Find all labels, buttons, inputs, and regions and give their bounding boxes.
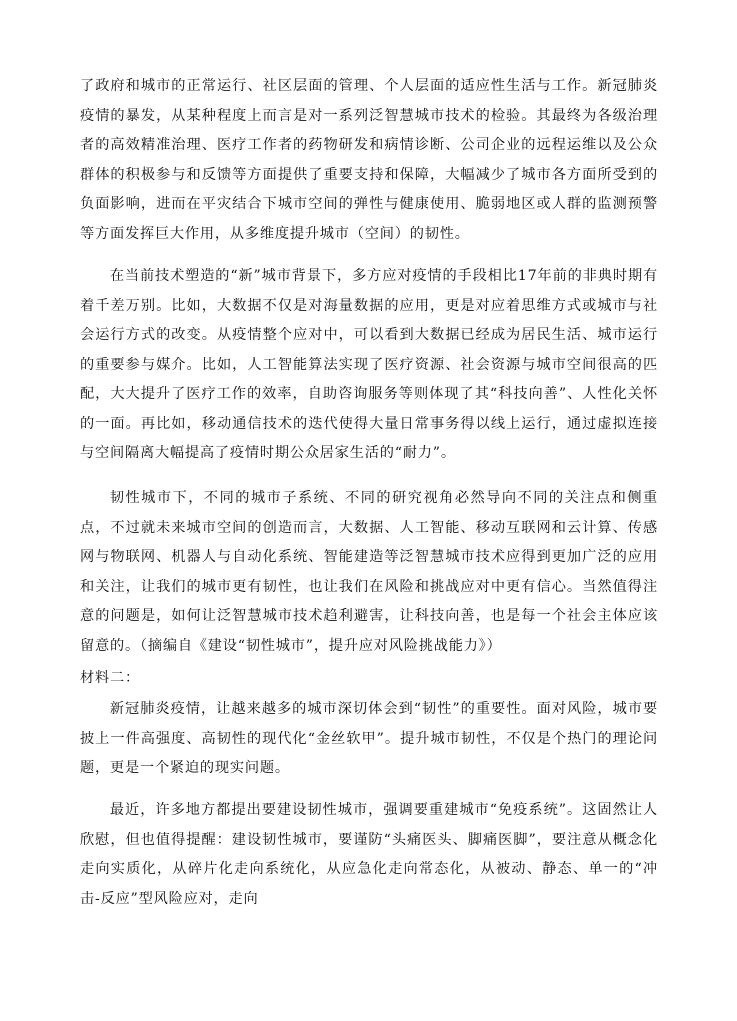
material-2-paragraph-2: 最近，许多地方都提出要建设韧性城市，强调要重建城市“免疫系统”。这固然让人欣慰，但也值得提醒：建设韧性城市，要谨防“头痛医头、脚痛医脚”，要注意从概念化走向实质化，从碎片化走向系统化，从应急化走向常态化，从被动、静态、单一的“冲击-反应”型风险应对，走向 bbox=[80, 802, 658, 907]
paragraph-2: 在当前技术塑造的“新”城市背景下，多方应对疫情的手段相比17年前的非典时期有着千差万别。比如，大数据不仅是对海量数据的应用，更是对应着思维方式或城市与社会运行方式的改变。从疫情整个应对中，可以看到大数据已经成为居民生活、城市运行的重要参与媒介。比如，人工智能算法实现了医疗资源、社会资源与城市空间很高的匹配，大大提升了医疗工作的效率，自助咨询服务等则体现了其“科技向善”、人性化关怀的一面。再比如，移动通信技术的迭代使得大量日常事务得以线上运行，通过虚拟连接与空间隔离大幅提高了疫情时期公众居家生活的“耐力”。 bbox=[80, 268, 658, 461]
paragraph-1: 了政府和城市的正常运行、社区层面的管理、个人层面的适应性生活与工作。新冠肺炎疫情的暴发，从某种程度上而言是对一系列泛智慧城市技术的检验。其最终为各级治理者的高效精准治理、医疗工作者的药物研发和病情诊断、公司企业的远程运维以及公众群体的积极参与和反馈等方面提供了重要支持和保障，大幅减少了城市各方面所受到的负面影响，进而在平灾结合下城市空间的弹性与健康使用、脆弱地区或人群的监测预警等方面发挥巨大作用，从多维度提升城市（空间）的韧性。 bbox=[80, 78, 658, 242]
paragraph-3: 韧性城市下，不同的城市子系统、不同的研究视角必然导向不同的关注点和侧重点，不过就未来城市空间的创造而言，大数据、人工智能、移动互联网和云计算、传感网与物联网、机器人与自动化系统、智能建造等泛智慧城市技术应得到更加广泛的应用和关注，让我们的城市更有韧性，也让我们在风险和挑战应对中更有信心。当然值得注意的问题是，如何让泛智慧城市技术趋利避害，让科技向善，也是每一个社会主体应该留意的。（摘编自《建设“韧性城市”，提升应对风险挑战能力》） bbox=[80, 490, 658, 654]
material-2-heading: 材料二： bbox=[80, 670, 140, 686]
material-2-paragraph-1: 新冠肺炎疫情，让越来越多的城市深切体会到“韧性”的重要性。面对风险，城市要披上一件高强度、高韧性的现代化“金丝软甲”。提升城市韧性，不仅是个热门的理论问题，更是一个紧迫的现实问题。 bbox=[80, 701, 658, 776]
